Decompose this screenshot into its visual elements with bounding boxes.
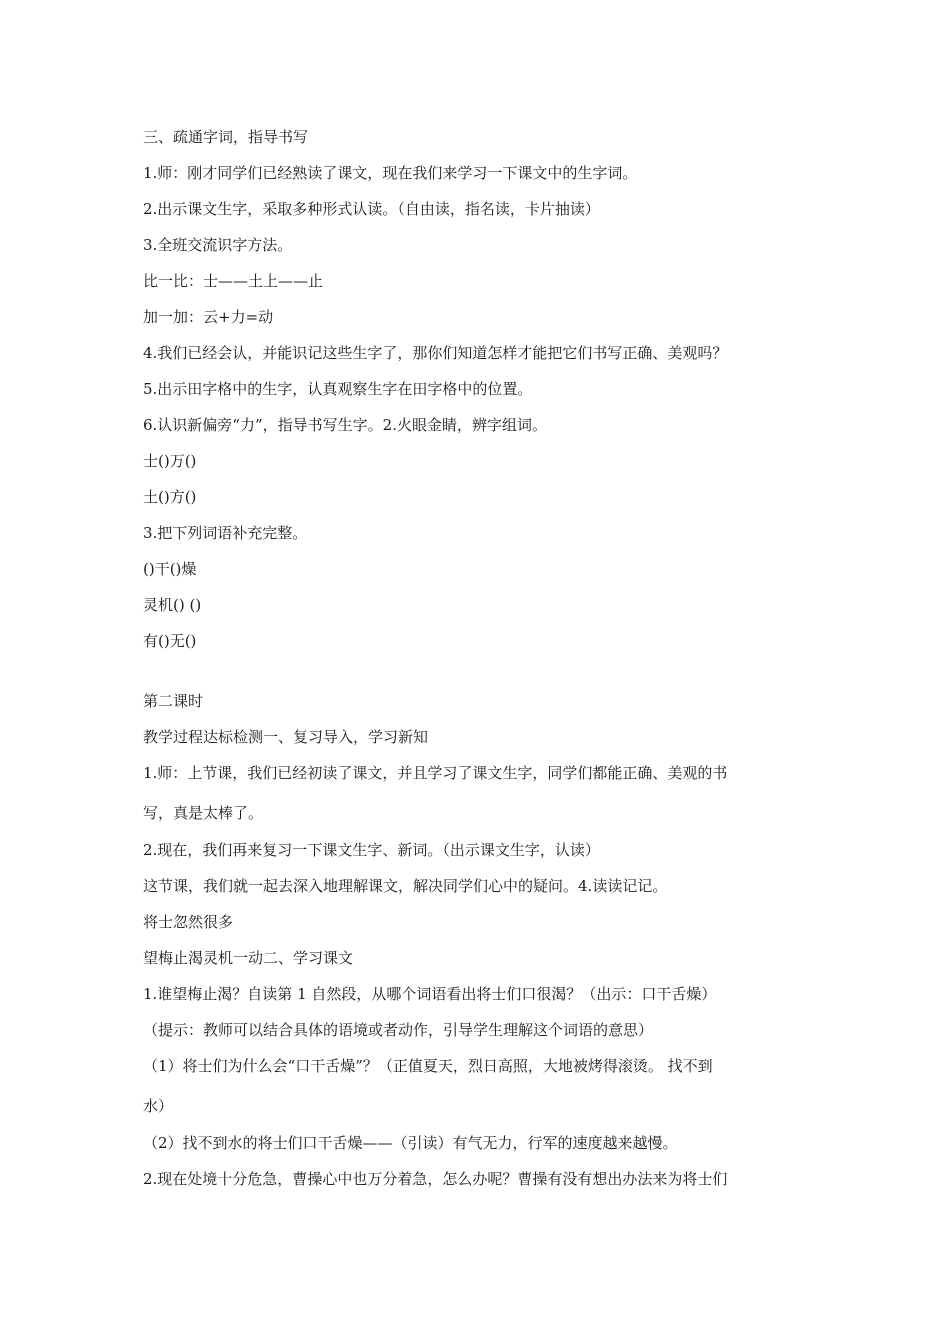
text-line: 2.出示课文生字，采取多种形式认读。（自由读，指名读，卡片抽读） — [143, 200, 600, 218]
text-line: 士()万() — [143, 452, 197, 470]
text-line: （1）将士们为什么会“口干舌燥”？（正值夏天，烈日高照，大地被烤得滚烫。 找不到 — [143, 1057, 713, 1075]
text-line: 有()无() — [143, 632, 197, 650]
text-line: 望梅止渴灵机一动二、学习课文 — [143, 949, 354, 967]
text-line: 教学过程达标检测一、复习导入，学习新知 — [143, 728, 429, 746]
text-line: 5.出示田字格中的生字，认真观察生字在田字格中的位置。 — [143, 380, 533, 398]
text-line: （2）找不到水的将士们口干舌燥——（引读）有气无力，行军的速度越来越慢。 — [143, 1134, 678, 1152]
text-line: 加一加：云+力=动 — [143, 308, 274, 326]
section-heading: 三、疏通字词，指导书写 — [143, 128, 309, 146]
text-line: 3.全班交流识字方法。 — [143, 236, 293, 254]
text-line: 将士忽然很多 — [143, 913, 234, 931]
text-line: 4.我们已经会认，并能识记这些生字了，那你们知道怎样才能把它们书写正确、美观吗？ — [143, 344, 728, 362]
text-line: 写，真是太棒了。 — [143, 804, 264, 822]
text-line: 1.谁望梅止渴？自读第 1 自然段，从哪个词语看出将士们口很渴？（出示：口干舌燥） — [143, 985, 717, 1003]
text-line: （提示：教师可以结合具体的语境或者动作，引导学生理解这个词语的意思） — [143, 1021, 654, 1039]
text-line: 3.把下列词语补充完整。 — [143, 524, 308, 542]
text-line: 6.认识新偏旁“力”，指导书写生字。2.火眼金睛，辨字组词。 — [143, 416, 547, 434]
text-line: 1.师：上节课，我们已经初读了课文，并且学习了课文生字，同学们都能正确、美观的书 — [143, 764, 728, 782]
section-heading: 第二课时 — [143, 692, 204, 710]
text-line: 灵机() () — [143, 596, 202, 614]
text-line: 2.现在，我们再来复习一下课文生字、新词。（出示课文生字，认读） — [143, 841, 600, 859]
text-line: 2.现在处境十分危急，曹操心中也万分着急，怎么办呢？曹操有没有想出办法来为将士们 — [143, 1170, 728, 1188]
text-line: 这节课，我们就一起去深入地理解课文，解决同学们心中的疑问。4.读读记记。 — [143, 877, 668, 895]
text-line: ()干()燥 — [143, 560, 197, 578]
text-line: 土()方() — [143, 488, 197, 506]
text-line: 1.师：刚才同学们已经熟读了课文，现在我们来学习一下课文中的生字词。 — [143, 164, 638, 182]
text-line: 水） — [143, 1097, 174, 1115]
text-line: 比一比：士——土上——止 — [143, 272, 324, 290]
